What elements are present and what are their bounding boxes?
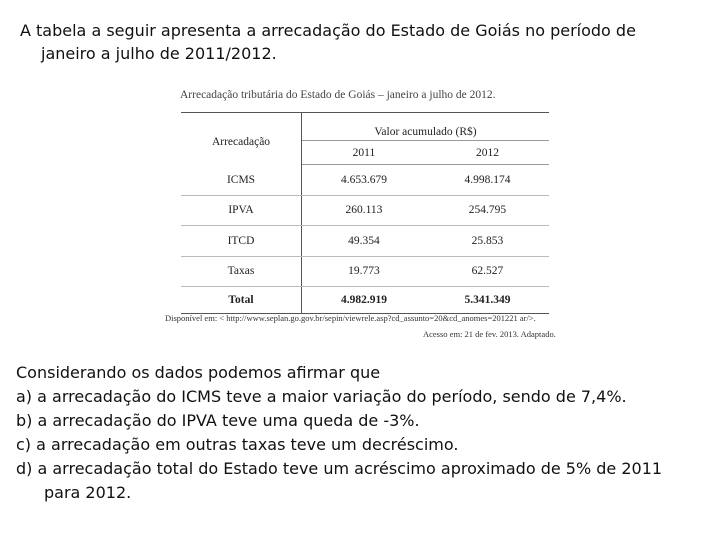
- intro-text: [20, 19, 680, 65]
- table-header-row: [181, 113, 549, 141]
- intro-line-1: A tabela a seguir apresenta a arrecadação do Estado de Goiás no período de: [20, 21, 636, 40]
- row-label: Taxas: [181, 256, 302, 287]
- cell-2011: 4.653.679: [302, 165, 426, 196]
- table-row-taxas: [181, 256, 549, 287]
- table-row-icms: [181, 165, 549, 196]
- table-caption: Arrecadação tributária do Estado de Goiás – janeiro a julho de 2012.: [180, 89, 496, 101]
- intro-line-2: janeiro a julho de 2011/2012.: [41, 44, 277, 63]
- option-b: b) a arrecadação do IPVA teve uma queda de -3%.: [16, 411, 420, 430]
- row-label: Total: [181, 287, 302, 314]
- question-block: [16, 361, 706, 505]
- cell-2011: 4.982.919: [302, 287, 426, 314]
- question-stem: Considerando os dados podemos afirmar que: [16, 363, 381, 382]
- column-header-arrecadacao: Arrecadação: [181, 113, 302, 165]
- table-row-total: [181, 287, 549, 314]
- table-figure: [165, 88, 565, 338]
- row-label: IPVA: [181, 195, 302, 226]
- option-d: d) a arrecadação total do Estado teve um acréscimo aproximado de 5% de 2011: [16, 459, 663, 478]
- cell-2011: 260.113: [302, 195, 426, 226]
- cell-2011: 49.354: [302, 226, 426, 257]
- table-container: [181, 112, 549, 314]
- row-label: ICMS: [181, 165, 302, 196]
- revenue-table: [181, 112, 549, 314]
- cell-2012: 4.998.174: [426, 165, 549, 196]
- table-source: Disponível em: < http://www.seplan.go.gov.br/sepin/viewrele.asp?cd_assunto=20&cd_anomes=201221 ar/>.: [165, 313, 536, 323]
- option-d-continued: para 2012.: [44, 483, 132, 502]
- table-accessed: Acesso em: 21 de fev. 2013. Adaptado.: [423, 329, 556, 339]
- cell-2012: 25.853: [426, 226, 549, 257]
- cell-2011: 19.773: [302, 256, 426, 287]
- table-row-ipva: [181, 195, 549, 226]
- option-c: c) a arrecadação em outras taxas teve um decréscimo.: [16, 435, 459, 454]
- column-header-valor: Valor acumulado (R$): [302, 113, 550, 141]
- cell-2012: 62.527: [426, 256, 549, 287]
- year-2012-header: 2012: [426, 141, 549, 165]
- cell-2012: 5.341.349: [426, 287, 549, 314]
- option-a: a) a arrecadação do ICMS teve a maior variação do período, sendo de 7,4%.: [16, 387, 627, 406]
- row-label: ITCD: [181, 226, 302, 257]
- table-row-itcd: [181, 226, 549, 257]
- cell-2012: 254.795: [426, 195, 549, 226]
- year-2011-header: 2011: [302, 141, 426, 165]
